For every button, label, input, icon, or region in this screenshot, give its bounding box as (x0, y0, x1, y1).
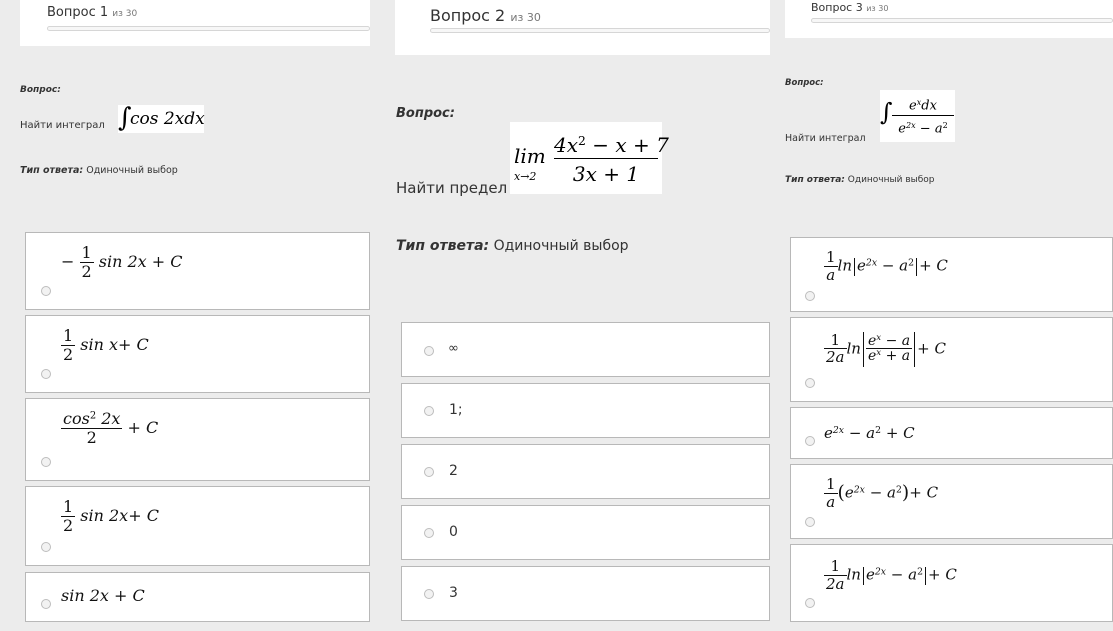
exp-base: e (844, 483, 854, 502)
radio-button[interactable] (41, 369, 51, 379)
answer-option-5[interactable] (25, 572, 370, 622)
fraction (824, 250, 838, 283)
answer-option-3[interactable] (401, 444, 770, 499)
radio-button[interactable] (805, 436, 815, 446)
integral-sign: ∫ (880, 98, 893, 126)
radio-button[interactable] (424, 346, 434, 356)
radio-button[interactable] (424, 528, 434, 538)
radio-button[interactable] (424, 589, 434, 599)
answer-option-2[interactable] (25, 315, 370, 393)
progress-bar (430, 28, 770, 33)
option-label: 2 (449, 463, 458, 479)
question-formula (880, 90, 955, 142)
option-tail: sin x+ C (80, 335, 149, 355)
answer-option-3[interactable] (25, 398, 370, 481)
answer-option-2[interactable] (401, 383, 770, 438)
minus-a: − a (877, 256, 909, 275)
question-total: из 30 (866, 4, 889, 13)
question-label: Вопрос: (785, 78, 824, 88)
option-tail: sin 2x + C (98, 252, 183, 272)
answer-option-4[interactable] (790, 464, 1113, 539)
answer-option-3[interactable] (790, 407, 1113, 459)
answer-option-1[interactable] (25, 232, 370, 310)
right-paren: ) (901, 482, 910, 504)
abs-bar-left (863, 567, 864, 585)
a-power: 2 (896, 484, 902, 496)
radio-button[interactable] (41, 286, 51, 296)
numerator: 1 (824, 559, 847, 576)
numerator: 1 (826, 475, 836, 493)
denominator: 2 (81, 261, 92, 281)
inner-numerator (866, 334, 912, 350)
numerator (61, 411, 122, 429)
option-label: 3 (449, 585, 458, 601)
minus-a: − a (844, 424, 876, 442)
abs-bar-right (925, 567, 926, 585)
abs-bar-left (863, 332, 864, 367)
inner-den-rest: + a (881, 348, 911, 365)
numerator: 1 (63, 497, 74, 516)
exp-power: 2x (832, 424, 845, 436)
question-prompt: Найти интеграл (20, 120, 105, 131)
radio-button[interactable] (805, 517, 815, 527)
numerator-power: 2 (578, 133, 586, 148)
denominator-power: 2x (905, 121, 916, 131)
question-total: из 30 (510, 11, 541, 24)
fraction (80, 245, 94, 280)
numerator-base: e (909, 98, 917, 114)
fraction (61, 411, 122, 446)
denominator: a (826, 492, 836, 511)
answer-type-value: Одиночный выбор (86, 165, 178, 176)
answer-type-value: Одиночный выбор (847, 175, 935, 185)
denominator-power-2: 2 (942, 121, 948, 131)
answer-type-label: Тип ответа: (396, 238, 490, 254)
a-power: 2 (908, 257, 915, 269)
answer-type (785, 175, 935, 185)
question-number: Вопрос 2 (430, 6, 506, 25)
abs-bar-right (916, 258, 917, 276)
fraction (824, 559, 847, 592)
radio-button[interactable] (41, 599, 51, 609)
option-label: 1; (449, 402, 463, 418)
answer-option-4[interactable] (401, 505, 770, 560)
exp-power: 2x (865, 257, 878, 269)
question-panel-2 (373, 0, 770, 631)
answer-option-5[interactable] (790, 544, 1113, 622)
question-total: из 30 (112, 9, 138, 19)
fraction (824, 330, 847, 367)
answer-option-1[interactable] (401, 322, 770, 377)
question-number: Вопрос 3 (811, 1, 863, 14)
numerator-term: 4x (554, 132, 579, 157)
radio-button[interactable] (424, 406, 434, 416)
option-tail: + C (919, 256, 948, 275)
numerator-arg: 2x (96, 409, 121, 428)
option-label: ∞ (448, 341, 459, 356)
answer-type (396, 238, 629, 254)
question-number: Вопрос 1 (47, 5, 109, 20)
numerator: 1 (63, 326, 74, 345)
answer-type-label: Тип ответа: (20, 165, 84, 176)
inner-num-base: e (867, 332, 877, 349)
answer-type-value: Одиночный выбор (493, 238, 629, 254)
integral-fraction (892, 93, 954, 140)
option-formula (61, 499, 159, 534)
option-tail: + C (909, 483, 939, 502)
question-panel-1 (0, 0, 370, 631)
fraction (61, 328, 75, 363)
answer-option-5[interactable] (401, 566, 770, 621)
question-counter (430, 6, 541, 25)
a-power: 2 (917, 566, 924, 578)
denominator: 2 (63, 515, 74, 535)
denominator: 2 (86, 427, 97, 447)
radio-button[interactable] (805, 378, 815, 388)
option-formula (824, 477, 938, 510)
abs-bar-right (914, 332, 915, 367)
progress-bar (47, 26, 370, 31)
question-prompt: Найти предел (396, 179, 508, 197)
progress-bar (811, 18, 1113, 23)
abs-bar-left (854, 258, 855, 276)
numerator: 1 (81, 243, 92, 262)
denominator-base: e (898, 121, 906, 137)
question-panel-3 (773, 0, 1113, 631)
ln-label: ln (846, 565, 861, 584)
radio-button[interactable] (805, 291, 815, 301)
fraction (61, 499, 75, 534)
option-formula (824, 424, 915, 442)
question-label: Вопрос: (20, 85, 61, 95)
limit-subscript: x→2 (514, 170, 537, 183)
radio-button[interactable] (805, 598, 815, 608)
option-formula (61, 411, 158, 446)
answer-option-1[interactable] (790, 237, 1113, 312)
inner-den-power: x (876, 348, 882, 359)
exp-power: 2x (853, 484, 865, 496)
question-counter (47, 5, 137, 20)
question-formula (510, 122, 669, 194)
ln-label: ln (837, 256, 853, 275)
exp-base: e (824, 424, 833, 442)
denominator-rest: − a (915, 121, 943, 137)
numerator-power: 2 (89, 410, 97, 422)
numerator-rest: − x + 7 (585, 132, 669, 157)
option-tail: + C (917, 339, 946, 358)
a-power: 2 (875, 424, 882, 436)
numerator: 1 (826, 248, 836, 266)
fraction (824, 477, 838, 510)
option-formula (824, 250, 948, 283)
numerator (554, 128, 669, 159)
question-formula (118, 105, 204, 133)
minus-a: − a (864, 483, 896, 502)
numerator-power: x (916, 98, 922, 107)
option-label: 0 (449, 524, 458, 540)
denominator: 2 (63, 344, 74, 364)
option-tail: + C (928, 565, 957, 584)
answer-type-label: Тип ответа: (785, 175, 845, 185)
inner-denominator (866, 349, 912, 364)
radio-button[interactable] (424, 467, 434, 477)
numerator: 1 (824, 333, 847, 350)
minus-a: − a (886, 565, 918, 584)
minus-sign: − (61, 252, 75, 272)
radio-button[interactable] (41, 542, 51, 552)
exp-power: 2x (874, 566, 887, 578)
option-formula (824, 559, 957, 592)
option-formula (824, 332, 946, 367)
question-counter (811, 1, 888, 14)
numerator-rest: dx (921, 98, 937, 114)
integral-sign: ∫ (118, 103, 132, 133)
numerator (892, 93, 954, 116)
inner-num-rest: − a (881, 332, 911, 349)
left-paren: ( (837, 482, 845, 504)
option-formula (61, 328, 149, 363)
denominator (892, 116, 954, 139)
inner-fraction (866, 334, 912, 365)
inner-num-power: x (876, 332, 882, 343)
answer-option-2[interactable] (790, 317, 1113, 402)
option-tail: sin 2x+ C (80, 506, 159, 526)
option-formula (61, 245, 183, 280)
option-tail: + C (127, 418, 159, 438)
integrand: cos 2xdx (130, 109, 205, 129)
answer-type (20, 165, 178, 176)
question-label: Вопрос: (396, 106, 455, 121)
exp-base: e (857, 256, 866, 275)
denominator: 3x + 1 (572, 161, 640, 186)
denominator: 2a (826, 574, 845, 593)
option-formula: sin 2x + C (61, 586, 145, 605)
numerator-func: cos (63, 409, 90, 428)
denominator: 2a (826, 348, 845, 367)
question-prompt: Найти интеграл (785, 133, 866, 144)
denominator: a (826, 265, 836, 284)
exp-base: e (865, 565, 875, 584)
radio-button[interactable] (41, 457, 51, 467)
answer-option-4[interactable] (25, 486, 370, 566)
inner-den-base: e (867, 348, 877, 365)
ln-label: ln (846, 339, 861, 358)
limit-fraction (554, 128, 669, 189)
option-tail: + C (881, 424, 915, 442)
limit-label: lim (514, 144, 546, 168)
